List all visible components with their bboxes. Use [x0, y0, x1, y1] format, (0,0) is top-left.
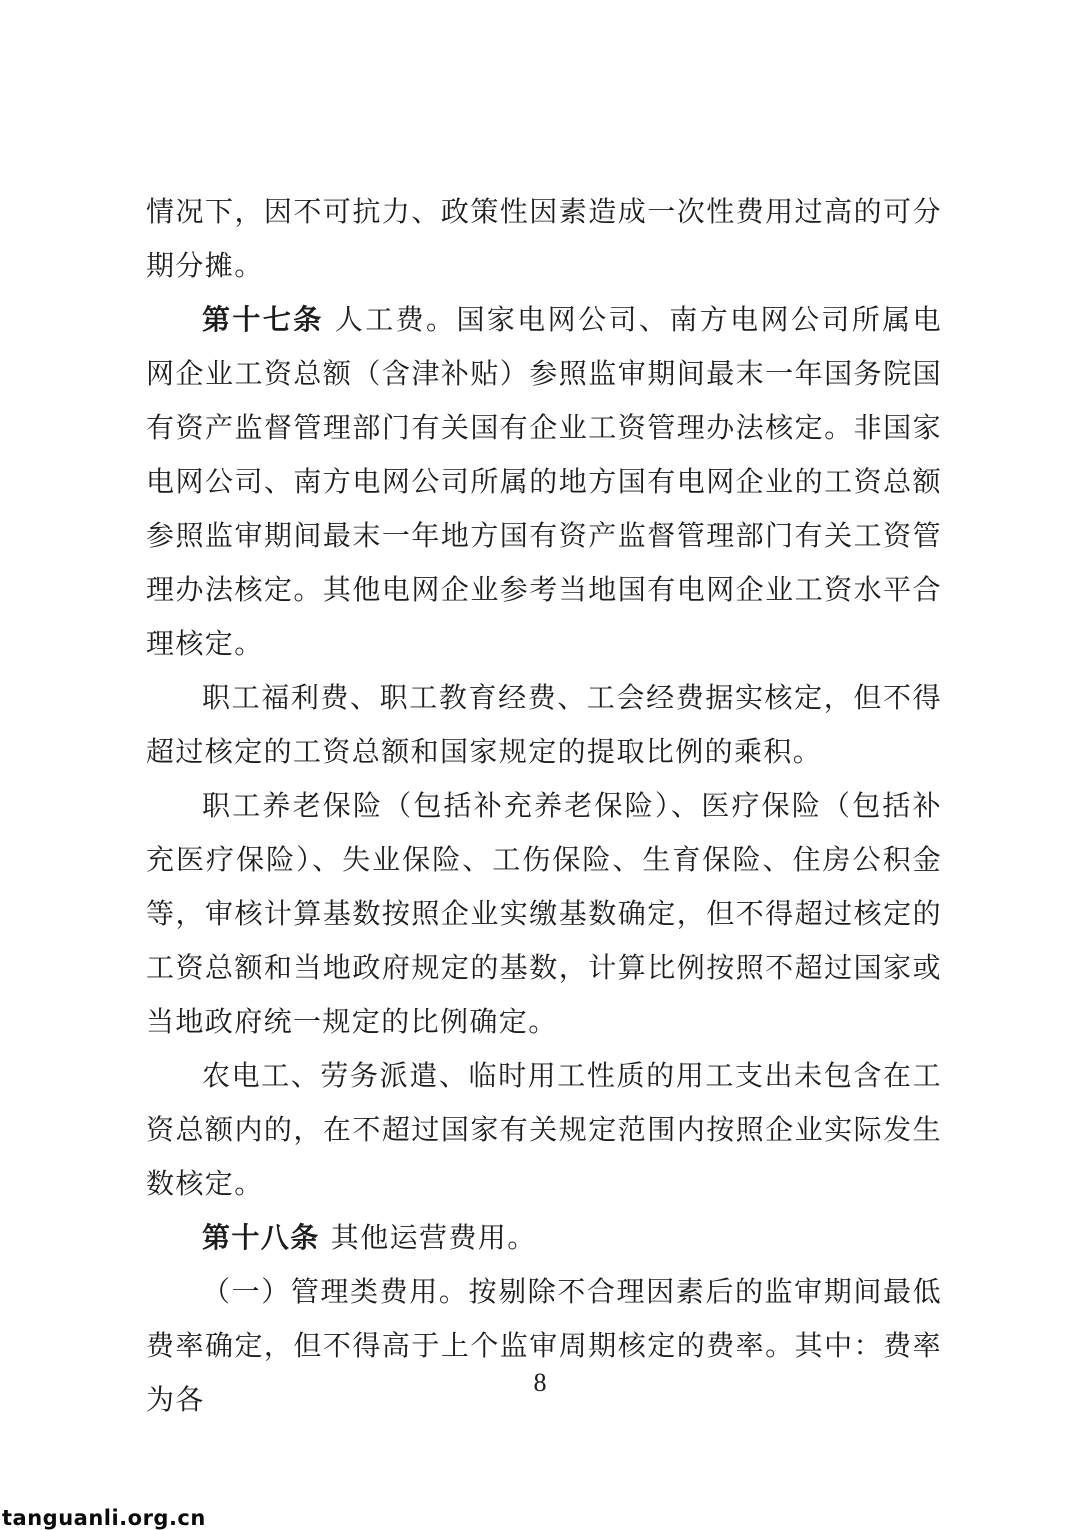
- doc-paragraph-article-18: [146, 1212, 942, 1266]
- article-number: 第十八条: [202, 1223, 320, 1254]
- doc-paragraph-item-1: [146, 1266, 942, 1428]
- page-number: 8: [533, 1368, 547, 1397]
- paragraph-text: 其他运营费用。: [330, 1223, 537, 1254]
- doc-paragraph: [146, 780, 942, 1050]
- doc-paragraph: [146, 672, 942, 780]
- paragraph-text: 人工费。国家电网公司、南方电网公司所属电网企业工资总额（含津补贴）参照监审期间最末一年国务院国有资产监督管理部门有关国有企业工资管理办法核定。非国家电网公司、南方电网公司所属的地方国有电网企业的工资总额参照监审期间最末一年地方国有资产监督管理部门有关工资管理办法核定。其他电网企业参考当地国有电网企业工资水平合理核定。: [146, 305, 942, 660]
- doc-paragraph-continuation: [146, 186, 942, 294]
- doc-paragraph-article-17: [146, 294, 942, 672]
- watermark-text: tanguanli.org.cn: [2, 1506, 206, 1530]
- paragraph-text: 农电工、劳务派遣、临时用工性质的用工支出未包含在工资总额内的，在不超过国家有关规定范围内按照企业实际发生数核定。: [146, 1061, 942, 1200]
- paragraph-text: 职工养老保险（包括补充养老保险）、医疗保险（包括补充医疗保险）、失业保险、工伤保险、生育保险、住房公积金等，审核计算基数按照企业实缴基数确定，但不得超过核定的工资总额和当地政府规定的基数，计算比例按照不超过国家或当地政府统一规定的比例确定。: [146, 791, 942, 1038]
- paragraph-text: 情况下，因不可抗力、政策性因素造成一次性费用过高的可分期分摊。: [146, 197, 942, 282]
- document-text-block: [146, 186, 942, 1428]
- paragraph-text: 职工福利费、职工教育经费、工会经费据实核定，但不得超过核定的工资总额和国家规定的提取比例的乘积。: [146, 683, 942, 768]
- paragraph-text: （一）管理类费用。按剔除不合理因素后的监审期间最低费率确定，但不得高于上个监审周期核定的费率。其中：费率为各: [146, 1277, 942, 1416]
- article-number: 第十七条: [202, 305, 324, 336]
- doc-paragraph: [146, 1050, 942, 1212]
